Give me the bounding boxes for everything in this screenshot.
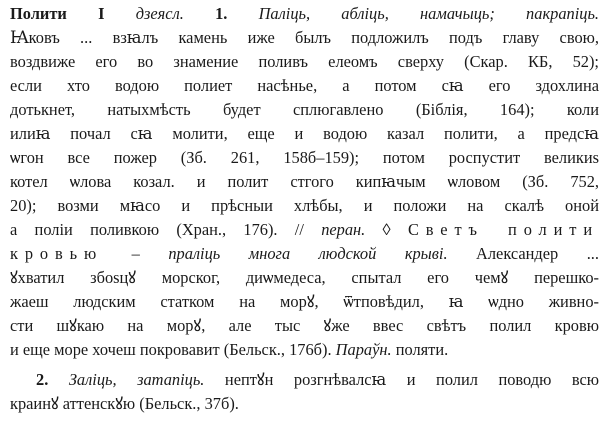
bold-text: Полити I (10, 4, 136, 23)
entry-line (10, 290, 599, 314)
text-span: а поліи поливкою (Хран., 176). // (10, 220, 322, 239)
entry-line (10, 242, 599, 266)
text-span: жаеш людским статком на морꙋ, ѿтповѣдил, ꙗ ѡдно живно- (10, 292, 599, 311)
text-span: и еще море хочеш покровавит (Бельск., 176б). (10, 340, 336, 359)
entry-line (10, 74, 599, 98)
text-span: Александер ... (447, 244, 599, 263)
entry-line (10, 392, 599, 416)
entry-line (10, 146, 599, 170)
entry-line (10, 338, 599, 362)
entry-line (10, 218, 599, 242)
text-span: дотькнет, натыхмѣсть будет сплюгавлено (Біблія, 164); коли (10, 100, 599, 119)
text-span: котел ѡлова козал. и полит стгого кипꙗчым ѡловом (Зб. 752, (10, 172, 599, 191)
entry-line (10, 50, 599, 74)
text-span: 20); возми мꙗсо и прѣсныи хлѣбы, и положи на скалѣ оной (10, 196, 599, 215)
text-span: Ꙗковъ ... взꙗлъ камень иже былъ подложилъ подъ главу свою, (10, 28, 599, 47)
entry-line (10, 170, 599, 194)
italic-text: дзеясл. (135, 4, 216, 23)
italic-text: праліць многа людской крыві. (168, 244, 448, 263)
entry-line (10, 2, 599, 26)
spaced-phrase: Светъ полити (407, 220, 599, 239)
spaced-phrase: кровью (10, 244, 104, 263)
entry-line (10, 266, 599, 290)
text-span: если хто водою полиет насѣнье, а потом сꙗ его здохлина (10, 76, 599, 95)
entry-line (10, 98, 599, 122)
bold-text: 1. (215, 4, 259, 23)
entry-line (10, 26, 599, 50)
italic-text: Заліць, затапіць. (68, 370, 205, 389)
text-span: поляти. (391, 340, 449, 359)
entry-line (10, 194, 599, 218)
text-span: ѡгон все пожер (Зб. 261, 158б–159); потом роспустит великиѕ (10, 148, 599, 167)
bold-text: 2. (36, 370, 69, 389)
text-span: ◊ (365, 220, 408, 239)
italic-text: перан. (321, 220, 366, 239)
italic-text: Параўн. (335, 340, 392, 359)
entry-line (10, 122, 599, 146)
text-span: краинꙋ аттенскꙋю (Бельск., 37б). (10, 394, 239, 413)
entry-line (10, 368, 599, 392)
text-span: воздвиже его во знамение поливъ елеомъ сверху (Скар. КБ, 52); (10, 52, 599, 71)
text-span: – (103, 244, 169, 263)
text-span: илиꙗ почал сꙗ молити, еще и водою казал полити, а предсꙗ (10, 124, 599, 143)
text-span: сти шꙋкаю на морꙋ, але тыс ꙋже ввес свѣтъ полил кровю (10, 316, 599, 335)
text-span: ꙋхватил збоѕцꙋ морског, диѡмедеса, спытал его чемꙋ перешко- (10, 268, 599, 287)
italic-text: Паліць, абліць, намачыць; пакрапіць. (258, 4, 599, 23)
entry-line (10, 314, 599, 338)
text-span: нептꙋн розгнѣвалсꙗ и полил поводю всю (204, 370, 599, 389)
